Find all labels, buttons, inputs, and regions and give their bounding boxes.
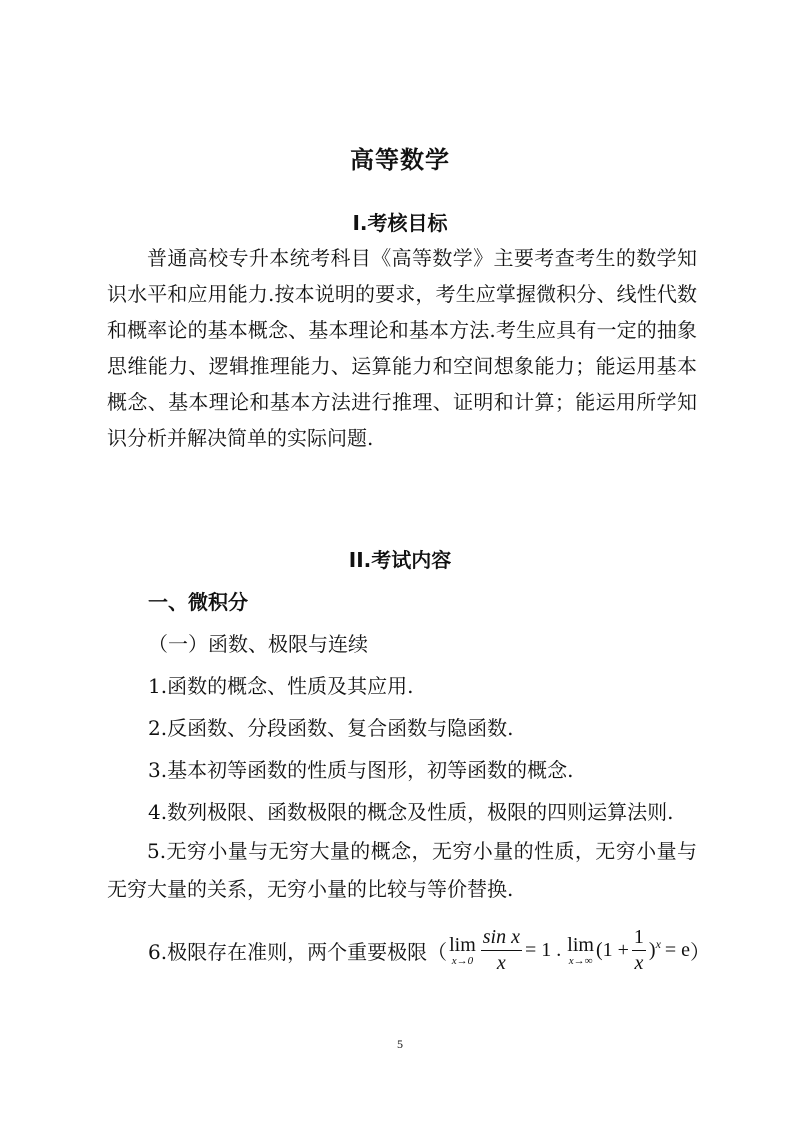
list-item: 4.数列极限、函数极限的概念及性质，极限的四则运算法则.: [148, 800, 674, 824]
fraction: [481, 926, 522, 975]
fraction-numerator: 1: [632, 926, 646, 951]
document-title: 高等数学: [350, 146, 450, 174]
equals-one: = 1 .: [524, 938, 562, 961]
limit-formula: [447, 926, 690, 975]
equals-e: = e: [664, 938, 691, 961]
list-item: 3.基本初等函数的性质与图形，初等函数的概念.: [148, 758, 574, 782]
section-heading-exam-objectives: I.考核目标: [352, 211, 448, 235]
fraction-denominator: x: [634, 951, 644, 974]
page-number: 5: [397, 1037, 403, 1051]
lim-word: lim: [449, 933, 476, 956]
exponent: x: [655, 936, 661, 951]
list-item-important-limits: [148, 920, 710, 980]
subpart-heading-functions-limits: （一）函数、极限与连续: [148, 632, 368, 656]
fraction-numerator: sin x: [481, 926, 522, 951]
fraction-denominator: x: [496, 951, 506, 974]
fraction: [632, 926, 646, 975]
lim-subscript: x→0: [451, 954, 474, 967]
list-item: 2.反函数、分段函数、复合函数与隐函数.: [148, 716, 514, 740]
lim-operator: [567, 934, 594, 967]
paren-close: ): [648, 938, 656, 961]
section-heading-exam-content: II.考试内容: [348, 548, 452, 572]
list-item: 1.函数的概念、性质及其应用.: [148, 674, 414, 698]
item6-prefix: 6.极限存在准则，两个重要极限（: [148, 939, 448, 964]
lim-word: lim: [567, 933, 594, 956]
lim-subscript: x→∞: [568, 954, 593, 967]
objectives-paragraph: 普通高校专升本统考科目《高等数学》主要考查考生的数学知识水平和应用能力.按本说明的要求，考生应掌握微积分、线性代数和概率论的基本概念、基本理论和基本方法.考生应具有一定的抽象思维能力、逻辑推理能力、运算能力和空间想象能力；能运用基本概念、基本理论和基本方法进行推理、证明和计算；能运用所学知识分析并解决简单的实际问题.: [107, 246, 697, 450]
part-heading-calculus: 一、微积分: [148, 590, 248, 614]
item6-suffix: ）: [690, 939, 711, 964]
lim-operator: [449, 934, 476, 967]
paren-open: (1 +: [595, 938, 629, 961]
list-item: 5.无穷小量与无穷大量的概念，无穷小量的性质，无穷小量与无穷大量的关系，无穷小量的比较与等价替换.: [107, 839, 697, 901]
